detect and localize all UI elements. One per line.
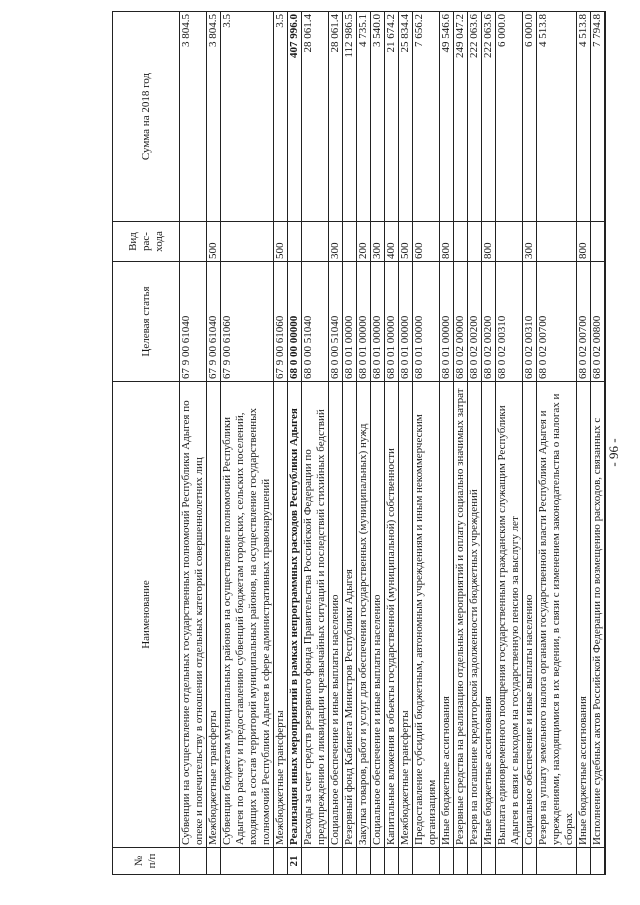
table-row: Исполнение судебных актов Российской Федерации по возмещению расходов, связанных с 68 0 02 00800 7 794.8: [591, 12, 605, 875]
table-row: Субвенции на осуществление отдельных государственных полномочий Республики Адыгея по опеке и попечительству в отношении отдельных категорий совершеннолетних лиц 67 9 00 61040 3 804.5: [180, 12, 207, 875]
table-row: Социальное обеспечение и иные выплаты населению 68 0 01 00000 300 3 540.0: [371, 12, 385, 875]
table-row: Резервный фонд Кабинета Министров Республики Адыгея 68 0 01 00000 112 986.5: [343, 12, 357, 875]
table-row: Резервные средства на реализацию отдельных мероприятий и оплату социально значимых затрат 68 0 02 00000 249 047.2: [454, 12, 468, 875]
table-row-section-total: 21 Реализация иных мероприятий в рамках непрограммных расходов Республики Адыгея 68 0 00 00000 407 996.0: [288, 12, 302, 875]
table-row: Расходы за счет средств резервного фонда Правительства Российской Федерации по предупреждению и ликвидации чрезвычайных ситуаций и последствий стихийных бедствий 68 0 00 51040 28 061.4: [302, 12, 329, 875]
table-row: Межбюджетные трансферты 67 9 00 61040 500 3 804.5: [207, 12, 221, 875]
table-row: Резерв на уплату земельного налога органами государственной власти Республики Адыгея и учреждениями, находящимися в их ведении, в связи с изменением законодательства о налогах и сборах 68 0 02 00700 4 513.8: [537, 12, 577, 875]
table-row: Социальное обеспечение и иные выплаты населению 68 0 00 51040 300 28 061.4: [329, 12, 343, 875]
table-row: Выплата единовременного поощрения государственным гражданским служащим Республики Адыгея в связи с выходом на государственную пенсию за выслугу лет 68 0 02 00310 6 000.0: [496, 12, 523, 875]
table-row: Капитальные вложения в объекты государственной (муниципальной) собственности 68 0 01 00000 400 21 674.2: [385, 12, 399, 875]
table-row: Закупка товаров, работ и услуг для обеспечения государственных (муниципальных) нужд 68 0 01 00000 200 4 735.1: [357, 12, 371, 875]
table-body: [180, 12, 606, 875]
budget-table: [112, 11, 606, 875]
table-row: Иные бюджетные ассигнования 68 0 01 00000 800 49 546.6: [440, 12, 454, 875]
header-article: Целевая статья: [113, 262, 180, 382]
header-number: № п/п: [113, 848, 180, 875]
table-header-row: [113, 12, 180, 875]
table-row: Предоставление субсидий бюджетным, автономным учреждениям и иным некоммерческим организациям 68 0 01 00000 600 7 656.2: [413, 12, 440, 875]
header-name: Наименование: [113, 382, 180, 848]
header-vid: Вид рас-хода: [113, 222, 180, 262]
header-sum: Сумма на 2018 год: [113, 12, 180, 222]
table-row: Резерв на погашение кредиторской задолженности бюджетных учреждений 68 0 02 00200 222 063.6: [468, 12, 482, 875]
table-row: Субвенции бюджетам муниципальных районов на осуществление полномочий Республики Адыгея по расчету и предоставлению субвенций бюджетам городских, сельских поселений, входящих в состав территорий муниципальных районов, на осуществление государственных полномочий Республики Адыгея в сфере административных правонарушений 67 9 00 61060 3.5: [221, 12, 274, 875]
table-row: Межбюджетные трансферты 68 0 01 00000 500 25 834.4: [399, 12, 413, 875]
table-row: Межбюджетные трансферты 67 9 00 61060 500 3.5: [274, 12, 288, 875]
page-number: - 96 -: [606, 438, 621, 467]
table-row: Иные бюджетные ассигнования 68 0 02 00200 800 222 063.6: [482, 12, 496, 875]
table-row: Иные бюджетные ассигнования 68 0 02 00700 800 4 513.8: [577, 12, 591, 875]
table-row: Социальное обеспечение и иные выплаты населению 68 0 02 00310 300 6 000.0: [523, 12, 537, 875]
